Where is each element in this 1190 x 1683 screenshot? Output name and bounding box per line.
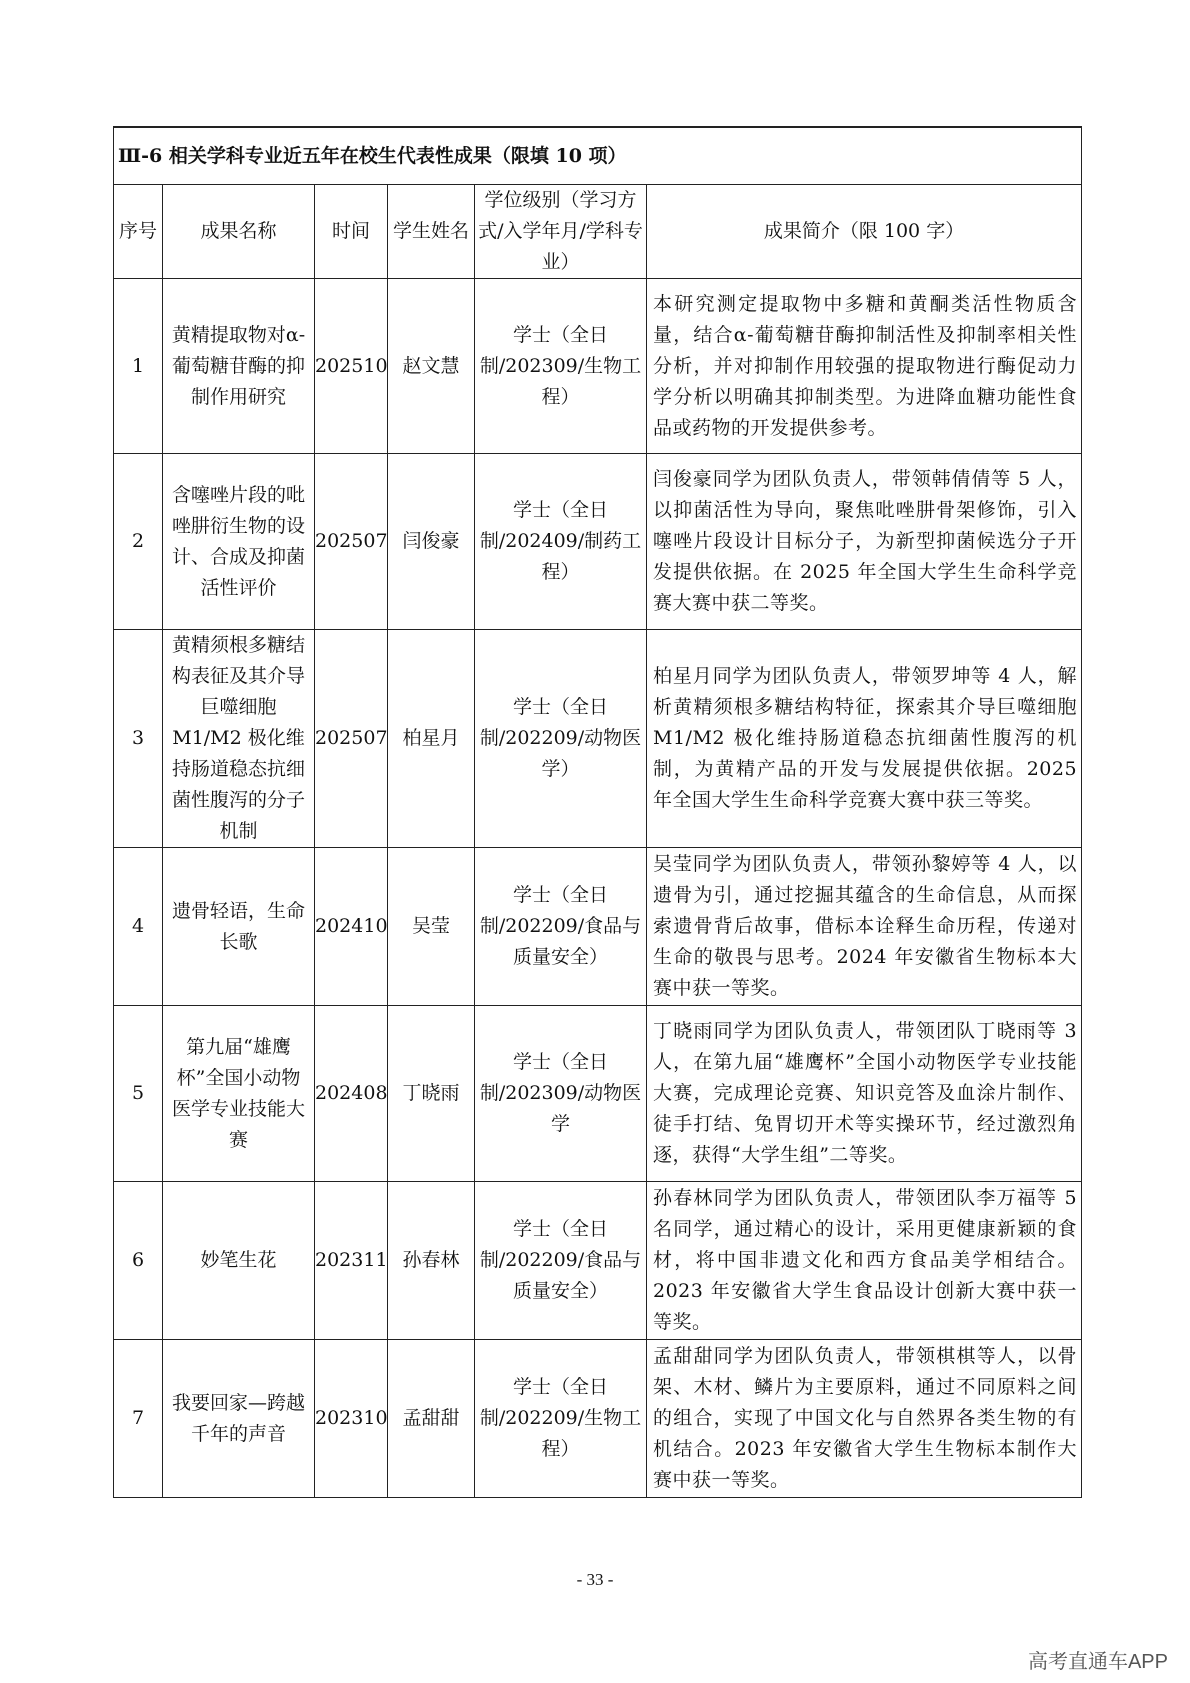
table-row: [114, 1006, 1082, 1182]
cell-no: 7: [114, 1340, 163, 1498]
header-name: 成果名称: [163, 185, 315, 279]
cell-intro: 孙春林同学为团队负责人，带领团队李万福等 5 名同学，通过精心的设计，采用更健康新颖的食材，将中国非遗文化和西方食品美学相结合。2023 年安徽省大学生食品设计创新大赛中获一等奖。: [647, 1182, 1082, 1340]
cell-degree: 学士（全日制/202209/食品与质量安全）: [475, 1182, 647, 1340]
table-header-row: [114, 185, 1082, 279]
cell-time: 202507: [315, 454, 388, 630]
cell-no: 4: [114, 848, 163, 1006]
cell-student: 孟甜甜: [388, 1340, 475, 1498]
cell-time: 202311: [315, 1182, 388, 1340]
cell-student: 柏星月: [388, 630, 475, 848]
cell-name: 我要回家—跨越千年的声音: [163, 1340, 315, 1498]
cell-student: 丁晓雨: [388, 1006, 475, 1182]
cell-no: 1: [114, 279, 163, 454]
cell-no: 2: [114, 454, 163, 630]
cell-student: 孙春林: [388, 1182, 475, 1340]
cell-intro: 本研究测定提取物中多糖和黄酮类活性物质含量，结合α-葡萄糖苷酶抑制活性及抑制率相关性分析，并对抑制作用较强的提取物进行酶促动力学分析以明确其抑制类型。为进降血糖功能性食品或药物的开发提供参考。: [647, 279, 1082, 454]
cell-intro: 吴莹同学为团队负责人，带领孙黎婷等 4 人，以遗骨为引，通过挖掘其蕴含的生命信息，从而探索遗骨背后故事，借标本诠释生命历程，传递对生命的敬畏与思考。2024 年安徽省生物标本大赛中获一等奖。: [647, 848, 1082, 1006]
cell-time: 202410: [315, 848, 388, 1006]
page-number: - 33 -: [576, 1570, 614, 1589]
cell-student: 吴莹: [388, 848, 475, 1006]
table-row: [114, 630, 1082, 848]
table-row: [114, 1182, 1082, 1340]
cell-time: 202310: [315, 1340, 388, 1498]
cell-no: 5: [114, 1006, 163, 1182]
achievements-table: [113, 126, 1082, 1498]
cell-no: 6: [114, 1182, 163, 1340]
header-no: 序号: [114, 185, 163, 279]
cell-degree: 学士（全日制/202409/制药工程）: [475, 454, 647, 630]
table-row: [114, 848, 1082, 1006]
table-row: [114, 454, 1082, 630]
header-time: 时间: [315, 185, 388, 279]
table-row: [114, 279, 1082, 454]
header-intro: 成果简介（限 100 字）: [647, 185, 1082, 279]
cell-no: 3: [114, 630, 163, 848]
cell-name: 含噻唑片段的吡唑肼衍生物的设计、合成及抑菌活性评价: [163, 454, 315, 630]
table-caption: Ⅲ-6 相关学科专业近五年在校生代表性成果（限填 10 项）: [114, 127, 1082, 185]
cell-degree: 学士（全日制/202209/动物医学）: [475, 630, 647, 848]
cell-name: 妙笔生花: [163, 1182, 315, 1340]
watermark: 高考直通车APP: [1027, 1651, 1168, 1673]
cell-time: 202507: [315, 630, 388, 848]
cell-degree: 学士（全日制/202209/生物工程）: [475, 1340, 647, 1498]
cell-intro: 孟甜甜同学为团队负责人，带领棋棋等人，以骨架、木材、鳞片为主要原料，通过不同原料之间的组合，实现了中国文化与自然界各类生物的有机结合。2023 年安徽省大学生生物标本制作大赛中获一等奖。: [647, 1340, 1082, 1498]
cell-name: 黄精须根多糖结构表征及其介导巨噬细胞 M1/M2 极化维持肠道稳态抗细菌性腹泻的分子机制: [163, 630, 315, 848]
cell-degree: 学士（全日制/202309/动物医学: [475, 1006, 647, 1182]
cell-intro: 丁晓雨同学为团队负责人，带领团队丁晓雨等 3 人，在第九届“雄鹰杯”全国小动物医学专业技能大赛，完成理论竞赛、知识竞答及血涂片制作、徒手打结、兔胃切开术等实操环节，经过激烈角逐，获得“大学生组”二等奖。: [647, 1006, 1082, 1182]
table-row: [114, 1340, 1082, 1498]
cell-degree: 学士（全日制/202209/食品与质量安全）: [475, 848, 647, 1006]
cell-student: 赵文慧: [388, 279, 475, 454]
header-degree: 学位级别（学习方式/入学年月/学科专业）: [475, 185, 647, 279]
cell-name: 遗骨轻语，生命长歌: [163, 848, 315, 1006]
cell-name: 黄精提取物对α-葡萄糖苷酶的抑制作用研究: [163, 279, 315, 454]
cell-student: 闫俊豪: [388, 454, 475, 630]
cell-intro: 柏星月同学为团队负责人，带领罗坤等 4 人，解析黄精须根多糖结构特征，探索其介导巨噬细胞 M1/M2 极化维持肠道稳态抗细菌性腹泻的机制，为黄精产品的开发与发展提供依据。2025 年全国大学生生命科学竞赛大赛中获三等奖。: [647, 630, 1082, 848]
header-student: 学生姓名: [388, 185, 475, 279]
cell-intro: 闫俊豪同学为团队负责人，带领韩倩倩等 5 人，以抑菌活性为导向，聚焦吡唑肼骨架修饰，引入噻唑片段设计目标分子，为新型抑菌候选分子开发提供依据。在 2025 年全国大学生生命科学竞赛大赛中获二等奖。: [647, 454, 1082, 630]
cell-name: 第九届“雄鹰杯”全国小动物医学专业技能大赛: [163, 1006, 315, 1182]
cell-time: 202408: [315, 1006, 388, 1182]
cell-degree: 学士（全日制/202309/生物工程）: [475, 279, 647, 454]
cell-time: 202510: [315, 279, 388, 454]
